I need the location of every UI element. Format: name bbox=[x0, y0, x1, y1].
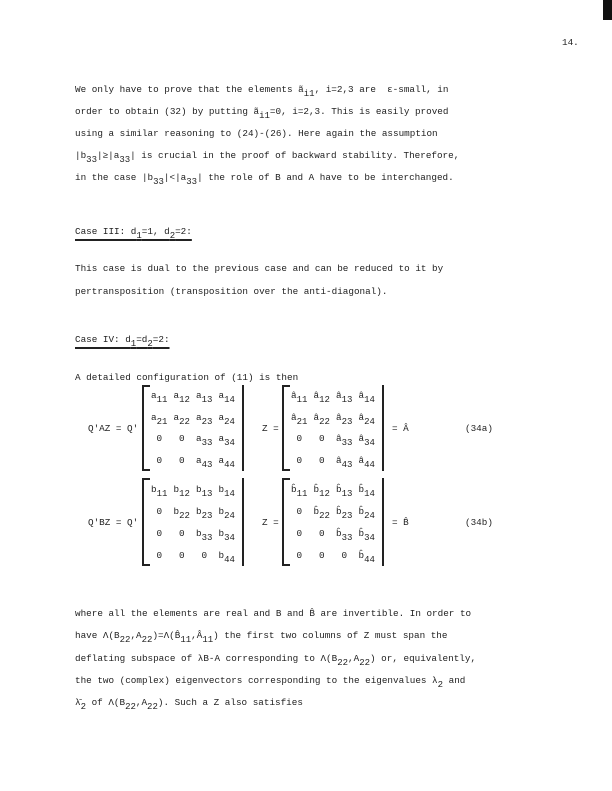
text-line bbox=[75, 128, 438, 139]
subscript: 33 bbox=[153, 177, 164, 187]
entry-symbol: 0 bbox=[156, 433, 163, 445]
text-segment: | is crucial in the proof of backward stability. Therefore, bbox=[130, 150, 460, 161]
entry-index: 14 bbox=[364, 488, 375, 499]
equation-rhs: = Â bbox=[392, 423, 409, 434]
text-segment: ). Such a Z also satisfies bbox=[157, 697, 303, 709]
entry-index: 12 bbox=[179, 488, 190, 499]
subscript: 33 bbox=[119, 155, 131, 165]
entry-symbol: b̂ bbox=[358, 505, 365, 517]
entry-symbol: b bbox=[218, 505, 225, 517]
entry-symbol: â bbox=[358, 454, 365, 466]
subscript: 2 bbox=[169, 231, 176, 241]
matrix-entry bbox=[216, 454, 239, 470]
scan-margin-mark bbox=[603, 0, 612, 20]
entry-symbol: 0 bbox=[318, 527, 325, 539]
entry-symbol: â bbox=[336, 390, 342, 402]
matrix-entry bbox=[356, 411, 379, 427]
text-segment: A detailed configuration of (11) is then bbox=[75, 372, 299, 383]
entry-symbol: b̂ bbox=[291, 483, 297, 495]
entry-symbol: a bbox=[196, 390, 202, 402]
matrix-entry bbox=[148, 506, 171, 517]
entry-symbol: b̂ bbox=[358, 527, 365, 539]
entry-index: 22 bbox=[319, 510, 330, 521]
entry-symbol: b bbox=[218, 483, 225, 495]
entry-symbol: 0 bbox=[296, 505, 303, 517]
text-segment: )=Λ(B̂ bbox=[152, 630, 181, 642]
text-segment: have Λ(B bbox=[75, 630, 120, 642]
matrix-entry bbox=[311, 505, 334, 521]
matrix-entry bbox=[148, 411, 171, 427]
entry-index: 43 bbox=[341, 459, 353, 470]
matrix-entry bbox=[288, 550, 311, 561]
subscript: 11 bbox=[202, 635, 214, 646]
text-segment: in the case |b bbox=[75, 172, 154, 183]
matrix-entry bbox=[148, 455, 171, 466]
equation-rhs: = B̂ bbox=[392, 517, 409, 528]
text-segment: |≥|a bbox=[96, 150, 120, 161]
entry-symbol: a bbox=[218, 411, 225, 423]
subscript: 22 bbox=[147, 702, 158, 713]
entry-symbol: a bbox=[151, 390, 157, 402]
entry-index: 33 bbox=[341, 532, 353, 543]
entry-symbol: 0 bbox=[156, 454, 163, 466]
subscript: i1 bbox=[259, 111, 270, 121]
entry-index: 44 bbox=[224, 459, 235, 470]
entry-symbol: â bbox=[291, 411, 297, 423]
entry-symbol: 0 bbox=[178, 549, 185, 561]
matrix-entry bbox=[333, 505, 356, 521]
matrix-entry bbox=[171, 455, 194, 466]
matrix-entry bbox=[148, 483, 171, 499]
matrix-entry bbox=[288, 411, 311, 427]
entry-index: 24 bbox=[364, 416, 375, 427]
matrix-entry bbox=[216, 483, 239, 499]
text-segment: Case IV: d bbox=[75, 334, 131, 345]
entry-symbol: b̂ bbox=[313, 505, 320, 517]
entry-symbol: â bbox=[358, 411, 365, 423]
matrix-entry bbox=[193, 483, 216, 499]
matrix-entry bbox=[148, 390, 171, 406]
matrix-entry bbox=[148, 550, 171, 561]
text-line bbox=[75, 150, 460, 165]
entry-index: 33 bbox=[341, 438, 353, 449]
entry-symbol: a bbox=[218, 433, 225, 445]
matrix-entry bbox=[356, 433, 379, 449]
entry-index: 21 bbox=[156, 416, 168, 427]
entry-index: 34 bbox=[224, 532, 235, 543]
matrix-entry bbox=[148, 433, 171, 444]
entry-symbol: 0 bbox=[178, 454, 185, 466]
text-segment: We only have to prove that the elements ã bbox=[75, 84, 304, 95]
entry-index: 43 bbox=[201, 459, 213, 470]
entry-symbol: â bbox=[358, 433, 365, 445]
text-segment: ,A bbox=[135, 697, 148, 709]
entry-index: 13 bbox=[341, 488, 353, 499]
entry-index: 14 bbox=[364, 395, 375, 406]
entry-symbol: a bbox=[151, 411, 157, 423]
subscript: 2 bbox=[80, 702, 86, 713]
entry-index: 23 bbox=[341, 510, 353, 521]
text-segment: =0, i=2,3. This is easily proved bbox=[269, 106, 449, 117]
subscript: 33 bbox=[86, 155, 97, 165]
matrix-a-hat bbox=[282, 385, 384, 471]
text-segment: This case is dual to the previous case and can be reduced to it by bbox=[75, 263, 444, 274]
entry-index: 34 bbox=[364, 532, 375, 543]
entry-symbol: a bbox=[173, 411, 180, 423]
entry-index: 44 bbox=[364, 554, 375, 565]
entry-symbol: a bbox=[196, 433, 202, 445]
entry-symbol: 0 bbox=[318, 433, 325, 445]
entry-index: 11 bbox=[296, 488, 308, 499]
text-segment: the two (complex) eigenvectors corresponding to the eigenvalues λ bbox=[75, 674, 438, 686]
text-segment: ,Â bbox=[191, 630, 203, 642]
entry-symbol: 0 bbox=[156, 549, 163, 561]
entry-index: 14 bbox=[224, 488, 235, 499]
entry-symbol: â bbox=[291, 390, 297, 402]
entry-symbol: 0 bbox=[318, 549, 325, 561]
matrix-entry bbox=[193, 505, 216, 521]
text-line bbox=[75, 263, 443, 274]
entry-index: 11 bbox=[156, 395, 168, 406]
matrix-entry bbox=[216, 549, 239, 565]
entry-symbol: 0 bbox=[296, 549, 303, 561]
matrix-entry bbox=[288, 433, 311, 444]
matrix-entry bbox=[193, 411, 216, 427]
text-line bbox=[75, 334, 170, 349]
matrix-entry bbox=[193, 527, 216, 543]
matrix-entry bbox=[171, 390, 194, 406]
text-segment: order to obtain (32) by putting ã bbox=[75, 106, 260, 117]
matrix-entry bbox=[171, 505, 194, 521]
equation-mid: Z = bbox=[262, 517, 279, 528]
entry-index: 23 bbox=[201, 510, 213, 521]
entry-index: 24 bbox=[224, 510, 235, 521]
matrix-entry bbox=[311, 411, 334, 427]
subscript: 2 bbox=[437, 679, 444, 690]
matrix-a bbox=[142, 385, 244, 471]
entry-index: 22 bbox=[179, 510, 190, 521]
entry-index: 13 bbox=[201, 395, 213, 406]
entry-symbol: 0 bbox=[341, 549, 348, 561]
entry-symbol: â bbox=[336, 433, 342, 445]
matrix-entry bbox=[311, 390, 334, 406]
text-segment: pertransposition (transposition over the anti-diagonal). bbox=[75, 286, 388, 297]
text-segment: =2: bbox=[175, 226, 192, 237]
text-segment: =1, d bbox=[141, 226, 170, 237]
entry-index: 24 bbox=[224, 416, 235, 427]
entry-symbol: b̂ bbox=[336, 483, 342, 495]
entry-symbol: b̂ bbox=[336, 505, 342, 517]
entry-index: 11 bbox=[296, 395, 308, 406]
subscript: 33 bbox=[186, 177, 198, 187]
text-segment: ,A bbox=[348, 652, 360, 664]
entry-symbol: 0 bbox=[156, 527, 163, 539]
text-line bbox=[75, 674, 466, 690]
entry-symbol: b bbox=[196, 527, 202, 539]
entry-symbol: 0 bbox=[296, 433, 303, 445]
matrix-entry bbox=[193, 454, 216, 470]
text-segment: |<|a bbox=[163, 172, 187, 183]
entry-symbol: b bbox=[196, 483, 202, 495]
matrix-entry bbox=[333, 527, 356, 543]
entry-index: 13 bbox=[341, 395, 353, 406]
text-segment: |b bbox=[75, 150, 87, 161]
matrix-entry bbox=[311, 528, 334, 539]
text-segment: =d bbox=[136, 334, 148, 345]
entry-symbol: a bbox=[173, 390, 180, 402]
entry-index: 13 bbox=[201, 488, 213, 499]
matrix-entry bbox=[216, 527, 239, 543]
entry-index: 14 bbox=[224, 395, 235, 406]
entry-index: 11 bbox=[156, 488, 168, 499]
entry-symbol: 0 bbox=[296, 527, 303, 539]
matrix-entry bbox=[288, 506, 311, 517]
subscript: 22 bbox=[141, 635, 153, 646]
matrix-entry bbox=[333, 411, 356, 427]
text-segment: , i=2,3 are ε-small, in bbox=[314, 84, 449, 95]
matrix-entry bbox=[216, 390, 239, 406]
entry-symbol: a bbox=[196, 411, 202, 423]
text-line bbox=[75, 630, 448, 646]
matrix-entry bbox=[311, 455, 334, 466]
entry-index: 34 bbox=[364, 438, 375, 449]
subscript: 22 bbox=[337, 657, 349, 668]
entry-symbol: 0 bbox=[178, 527, 185, 539]
subscript: i1 bbox=[303, 89, 315, 99]
entry-symbol: b̂ bbox=[336, 527, 342, 539]
matrix-entry bbox=[356, 483, 379, 499]
subscript: 22 bbox=[125, 702, 136, 713]
matrix-entry bbox=[311, 433, 334, 444]
text-segment: =2: bbox=[152, 334, 170, 345]
matrix-entry bbox=[288, 390, 311, 406]
matrix-entry bbox=[148, 528, 171, 539]
text-segment: where all the elements are real and B and B̂ are invertible. In order to bbox=[75, 608, 472, 619]
matrix-entry bbox=[356, 390, 379, 406]
text-line bbox=[75, 84, 449, 99]
text-segment: and bbox=[443, 674, 466, 686]
equation-lhs: Q'BZ = Q' bbox=[88, 517, 139, 528]
text-line bbox=[75, 652, 477, 668]
text-line bbox=[75, 372, 298, 383]
text-segment: | the role of B and A have to be interchanged. bbox=[197, 172, 454, 183]
matrix-entry bbox=[171, 528, 194, 539]
equation-number: (34a) bbox=[465, 423, 493, 434]
page-number: 14. bbox=[562, 37, 579, 48]
matrix-entry bbox=[288, 528, 311, 539]
entry-symbol: â bbox=[313, 390, 320, 402]
matrix-entry bbox=[333, 433, 356, 449]
matrix-entry bbox=[333, 390, 356, 406]
matrix-entry bbox=[193, 433, 216, 449]
entry-symbol: b̂ bbox=[358, 483, 365, 495]
equation-number: (34b) bbox=[465, 517, 493, 528]
entry-symbol: 0 bbox=[296, 454, 303, 466]
entry-symbol: â bbox=[313, 411, 320, 423]
matrix-entry bbox=[356, 454, 379, 470]
equation-mid: Z = bbox=[262, 423, 279, 434]
matrix-entry bbox=[193, 550, 216, 561]
entry-symbol: 0 bbox=[201, 549, 208, 561]
entry-index: 33 bbox=[201, 438, 213, 449]
equation-34a bbox=[0, 385, 612, 471]
matrix-entry bbox=[193, 390, 216, 406]
subscript: 22 bbox=[359, 657, 371, 668]
entry-symbol: b bbox=[151, 483, 157, 495]
matrix-entry bbox=[356, 505, 379, 521]
matrix-entry bbox=[311, 483, 334, 499]
matrix-entry bbox=[333, 483, 356, 499]
entry-symbol: a bbox=[196, 454, 202, 466]
text-line bbox=[75, 172, 454, 187]
entry-index: 22 bbox=[179, 416, 190, 427]
matrix-entry bbox=[333, 454, 356, 470]
entry-symbol: â bbox=[336, 454, 342, 466]
matrix-entry bbox=[171, 433, 194, 444]
entry-index: 34 bbox=[224, 438, 235, 449]
entry-symbol: 0 bbox=[178, 433, 185, 445]
entry-index: 23 bbox=[341, 416, 353, 427]
text-segment: deflating subspace of λB-A corresponding to Λ(B bbox=[75, 652, 338, 664]
entry-symbol: a bbox=[218, 454, 225, 466]
text-line bbox=[75, 697, 303, 713]
entry-index: 12 bbox=[319, 488, 330, 499]
matrix-entry bbox=[288, 455, 311, 466]
entry-symbol: â bbox=[336, 411, 342, 423]
entry-symbol: 0 bbox=[156, 505, 163, 517]
matrix-entry bbox=[333, 550, 356, 561]
text-segment: ,A bbox=[130, 630, 142, 642]
matrix-entry bbox=[288, 483, 311, 499]
matrix-b-hat bbox=[282, 478, 384, 566]
entry-symbol: b bbox=[173, 505, 180, 517]
matrix-entry bbox=[216, 433, 239, 449]
text-segment: Case III: d bbox=[75, 226, 137, 237]
entry-symbol: b̂ bbox=[358, 549, 365, 561]
text-segment: ) or, equivalently, bbox=[370, 652, 477, 664]
entry-symbol: b̂ bbox=[313, 483, 320, 495]
text-line bbox=[75, 286, 387, 297]
entry-index: 23 bbox=[201, 416, 213, 427]
text-segment: of Λ(B bbox=[86, 697, 126, 709]
entry-index: 24 bbox=[364, 510, 375, 521]
matrix-entry bbox=[171, 411, 194, 427]
matrix-entry bbox=[356, 527, 379, 543]
matrix-entry bbox=[311, 550, 334, 561]
entry-symbol: b bbox=[196, 505, 202, 517]
entry-symbol: a bbox=[218, 390, 225, 402]
entry-symbol: b bbox=[218, 527, 225, 539]
matrix-entry bbox=[216, 411, 239, 427]
entry-index: 33 bbox=[201, 532, 213, 543]
entry-index: 44 bbox=[364, 459, 375, 470]
entry-index: 22 bbox=[319, 416, 330, 427]
text-line bbox=[75, 608, 471, 619]
equation-lhs: Q'AZ = Q' bbox=[88, 423, 139, 434]
entry-index: 12 bbox=[179, 395, 190, 406]
subscript: 11 bbox=[180, 635, 192, 646]
text-line bbox=[75, 106, 449, 121]
matrix-b bbox=[142, 478, 244, 566]
matrix-entry bbox=[216, 505, 239, 521]
entry-index: 21 bbox=[296, 416, 308, 427]
entry-symbol: b bbox=[218, 549, 225, 561]
entry-symbol: b bbox=[173, 483, 180, 495]
subscript: 1 bbox=[136, 231, 142, 241]
entry-index: 12 bbox=[319, 395, 330, 406]
entry-index: 44 bbox=[224, 554, 235, 565]
text-line bbox=[75, 226, 192, 241]
text-segment: ) the first two columns of Z must span the bbox=[213, 630, 448, 642]
matrix-entry bbox=[356, 549, 379, 565]
text-segment: λ̄ bbox=[75, 697, 81, 709]
subscript: 2 bbox=[147, 339, 153, 349]
entry-symbol: 0 bbox=[318, 454, 325, 466]
subscript: 22 bbox=[119, 635, 131, 646]
entry-symbol: â bbox=[358, 390, 365, 402]
matrix-entry bbox=[171, 550, 194, 561]
subscript: 1 bbox=[130, 339, 137, 349]
matrix-entry bbox=[171, 483, 194, 499]
equation-34b bbox=[0, 478, 612, 566]
text-segment: using a similar reasoning to (24)-(26). Here again the assumption bbox=[75, 128, 438, 139]
